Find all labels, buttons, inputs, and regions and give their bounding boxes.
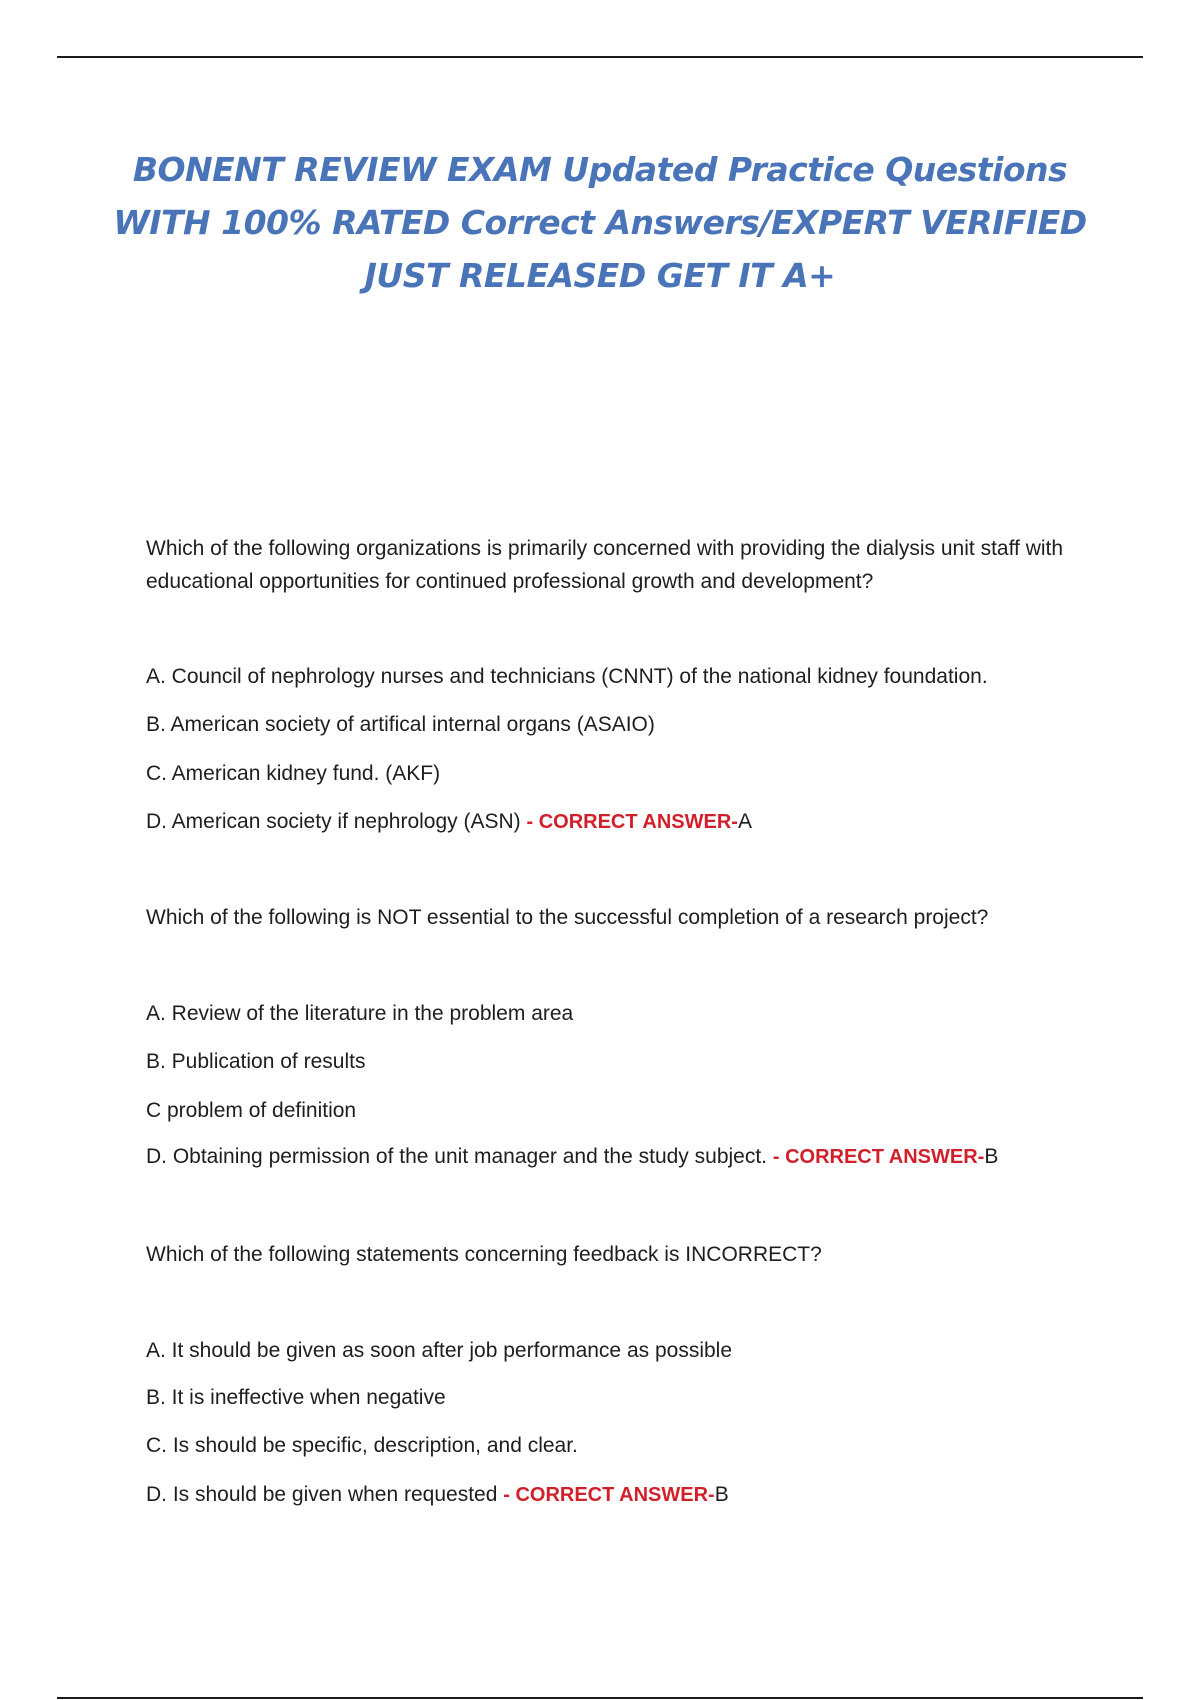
question-1-option-a: A. Council of nephrology nurses and technicians (CNNT) of the national kidney foundation. bbox=[146, 665, 988, 688]
question-1-text: Which of the following organizations is primarily concerned with providing the dialysis unit staff with educational opportunities for continued professional growth and development? bbox=[146, 537, 1064, 593]
option-text: D. American society if nephrology (ASN) bbox=[146, 810, 527, 833]
question-3-option-d bbox=[146, 1481, 1106, 1509]
question-2-option-c: C problem of definition bbox=[146, 1099, 357, 1122]
title-line-3: JUST RELEASED GET IT A+ bbox=[364, 256, 836, 295]
answer-letter: B bbox=[714, 1483, 729, 1506]
question-1-option-b: B. American society of artifical internal organs (ASAIO) bbox=[146, 713, 655, 736]
question-1-option-c: C. American kidney fund. (AKF) bbox=[146, 762, 441, 785]
question-2-option-a: A. Review of the literature in the problem area bbox=[146, 1002, 574, 1025]
correct-answer-marker: - CORRECT ANSWER- bbox=[503, 1484, 715, 1506]
title-line-2: WITH 100% RATED Correct Answers/EXPERT VERIFIED bbox=[113, 203, 1087, 242]
option-text: D. Is should be given when requested bbox=[146, 1483, 504, 1506]
question-3-option-c: C. Is should be specific, description, and clear. bbox=[146, 1434, 578, 1457]
document-title bbox=[100, 143, 1100, 302]
question-2-option-d bbox=[146, 1143, 1106, 1171]
bottom-divider bbox=[57, 1697, 1143, 1699]
question-3-option-a: A. It should be given as soon after job performance as possible bbox=[146, 1339, 733, 1362]
answer-letter: A bbox=[737, 810, 752, 833]
title-line-1: BONENT REVIEW EXAM Updated Practice Questions bbox=[132, 150, 1068, 189]
question-2-text: Which of the following is NOT essential to the successful completion of a research project? bbox=[146, 906, 989, 929]
correct-answer-marker: - CORRECT ANSWER- bbox=[772, 1146, 985, 1168]
question-3-option-b: B. It is ineffective when negative bbox=[146, 1386, 446, 1409]
top-divider bbox=[57, 56, 1143, 58]
question-3-text: Which of the following statements concerning feedback is INCORRECT? bbox=[146, 1243, 822, 1266]
question-1-option-d bbox=[146, 808, 1106, 836]
question-2-option-b: B. Publication of results bbox=[146, 1050, 366, 1073]
correct-answer-marker: - CORRECT ANSWER- bbox=[526, 811, 738, 833]
answer-letter: B bbox=[984, 1145, 999, 1168]
option-text: D. Obtaining permission of the unit manager and the study subject. bbox=[146, 1145, 773, 1168]
